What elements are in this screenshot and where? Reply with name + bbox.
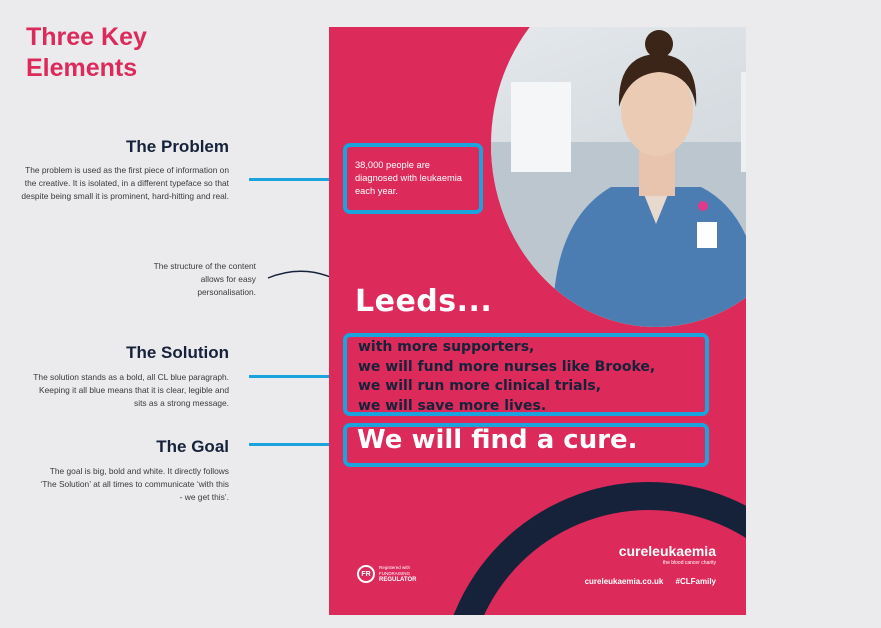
structure-note: The structure of the content allows for easy personalisation.: [153, 261, 256, 297]
solution-line: we will save more lives.: [358, 397, 547, 414]
solution-line: we will run more clinical trials,: [358, 378, 602, 394]
hashtag: #CLFamily: [675, 577, 716, 586]
solution-paragraph: [358, 338, 708, 416]
solution-line: with more supporters,: [358, 339, 535, 355]
problem-body: The problem is used as the first piece of information on the creative. It is isolated, in a different typeface so that despite being small it is prominent, hard-hitting and real.: [21, 165, 229, 201]
goal-title: The Goal: [156, 437, 229, 456]
poster: [329, 27, 746, 615]
brand-tagline: the blood cancer charity: [662, 560, 716, 566]
solution-title: The Solution: [126, 343, 229, 362]
page-heading-line1: Three Key: [26, 23, 147, 51]
fundraising-regulator-badge: [357, 565, 416, 583]
website-link[interactable]: cureleukaemia.co.uk: [584, 577, 664, 586]
regulator-line1: FUNDRAISING: [379, 571, 411, 576]
brand-logo: cureleukaemia: [618, 543, 716, 559]
nurse-photo: [491, 27, 746, 327]
regulator-small-text: Registered with: [379, 565, 411, 570]
solution-line: we will fund more nurses like Brooke,: [358, 358, 656, 375]
city-name: Leeds...: [355, 284, 493, 319]
page-heading: [26, 22, 147, 84]
goal-body: The goal is big, bold and white. It directly follows ‘The Solution’ at all times to communicate ‘with this - we get this’.: [40, 466, 229, 502]
page-heading-line2: Elements: [26, 54, 138, 82]
fr-logo-icon: FR: [357, 565, 375, 583]
problem-title: The Problem: [126, 137, 229, 156]
solution-body: The solution stands as a bold, all CL blue paragraph. Keeping it all blue means that it is clear, legible and sits as a strong message.: [33, 372, 229, 408]
problem-statement: 38,000 people are diagnosed with leukaemia each year.: [355, 160, 462, 196]
goal-statement: We will find a cure.: [357, 425, 638, 455]
footer-links: [575, 577, 716, 586]
regulator-line2: REGULATOR: [379, 577, 417, 583]
